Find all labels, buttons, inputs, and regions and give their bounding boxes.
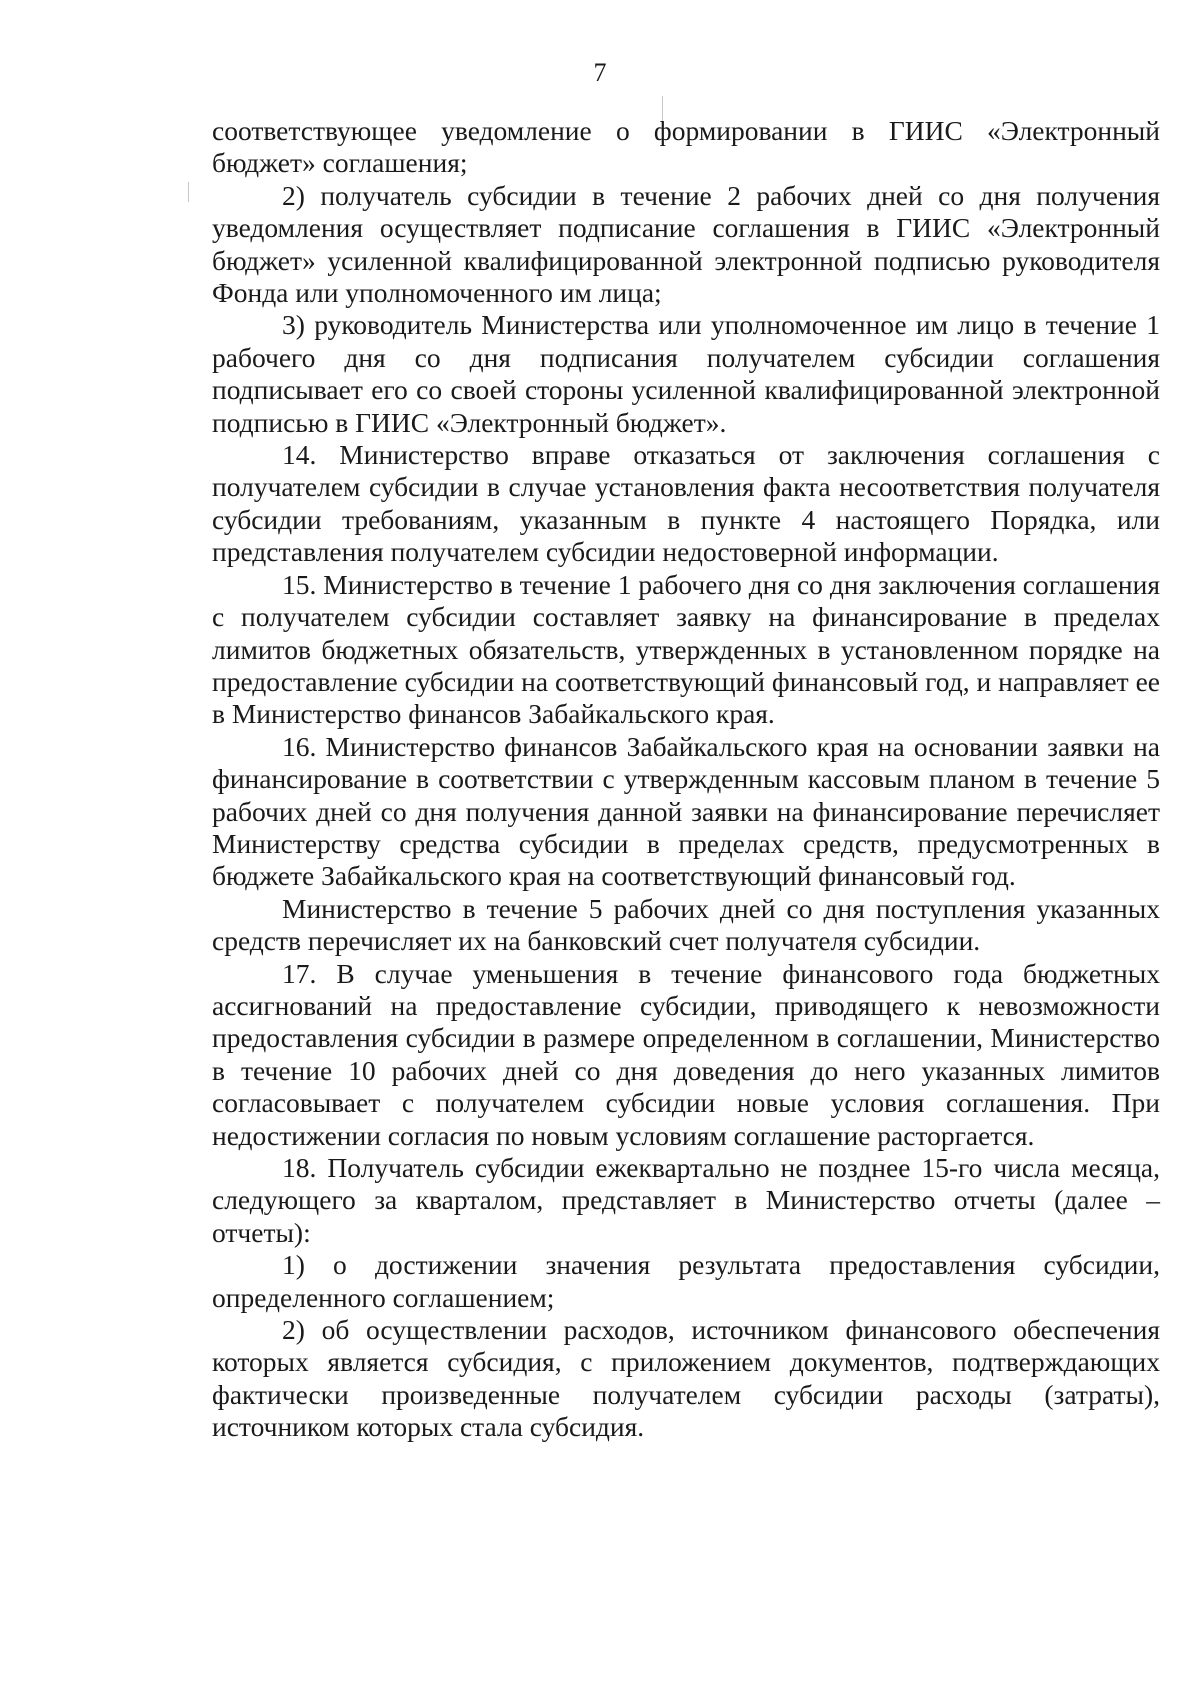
page-number: 7 — [593, 58, 607, 87]
paragraph-clause-18-item-1: 1) о достижении значения результата предоставления субсидии, определенного соглашением; — [212, 1249, 1160, 1313]
paragraph-item-3: 3) руководитель Министерства или уполномоченное им лицо в течение 1 рабочего дня со дня подписания получателем субсидии соглашения подписывает его со своей стороны усиленной квалифицированной электронной подписью в ГИИС «Электронный бюджет». — [212, 309, 1160, 438]
paragraph-clause-17: 17. В случае уменьшения в течение финансового года бюджетных ассигнований на предоставление субсидии, приводящего к невозможности предоставления субсидии в размере определенном в соглашении, Министерство в течение 10 рабочих дней со дня доведения до него указанных лимитов согласовывает с получателем субсидии новые условия соглашения. При недостижении согласия по новым условиям соглашение расторгается. — [212, 957, 1160, 1151]
paragraph-clause-16-continuation: Министерство в течение 5 рабочих дней со дня поступления указанных средств перечисляет их на банковский счет получателя субсидии. — [212, 892, 1160, 957]
paragraph-clause-16: 16. Министерство финансов Забайкальского края на основании заявки на финансирование в соответствии с утвержденным кассовым планом в течение 5 рабочих дней со дня получения данной заявки на финансирование перечисляет Министерству средства субсидии в пределах средств, предусмотренных в бюджете Забайкальского края на соответствующий финансовый год. — [212, 730, 1160, 892]
paragraph-clause-18: 18. Получатель субсидии ежеквартально не позднее 15-го числа месяца, следующего за кварталом, представляет в Министерство отчеты (далее – отчеты): — [212, 1152, 1160, 1248]
paragraph-clause-15: 15. Министерство в течение 1 рабочего дня со дня заключения соглашения с получателем субсидии составляет заявку на финансирование в пределах лимитов бюджетных обязательств, утвержденных в установленном порядке на предоставление субсидии на соответствующий финансовый год, и направляет ее в Министерство финансов Забайкальского края. — [212, 568, 1160, 730]
paragraph-continuation: соответствующее уведомление о формировании в ГИИС «Электронный бюджет» соглашения; — [212, 115, 1160, 179]
paragraph-clause-14: 14. Министерство вправе отказаться от заключения соглашения с получателем субсидии в случае установления факта несоответствия получателя субсидии требованиям, указанным в пункте 4 настоящего Порядка, или представления получателем субсидии недостоверной информации. — [212, 439, 1160, 568]
scan-artifact-line — [188, 182, 189, 202]
paragraph-clause-18-item-2: 2) об осуществлении расходов, источником финансового обеспечения которых является субсидия, с приложением документов, подтверждающих фактически произведенные получателем субсидии расходы (затраты), источником которых стала субсидия. — [212, 1314, 1160, 1443]
document-body — [212, 115, 1160, 1444]
paragraph-item-2: 2) получатель субсидии в течение 2 рабочих дней со дня получения уведомления осуществляет подписание соглашения в ГИИС «Электронный бюджет» усиленной квалифицированной электронной подписью руководителя Фонда или уполномоченного им лица; — [212, 179, 1160, 309]
